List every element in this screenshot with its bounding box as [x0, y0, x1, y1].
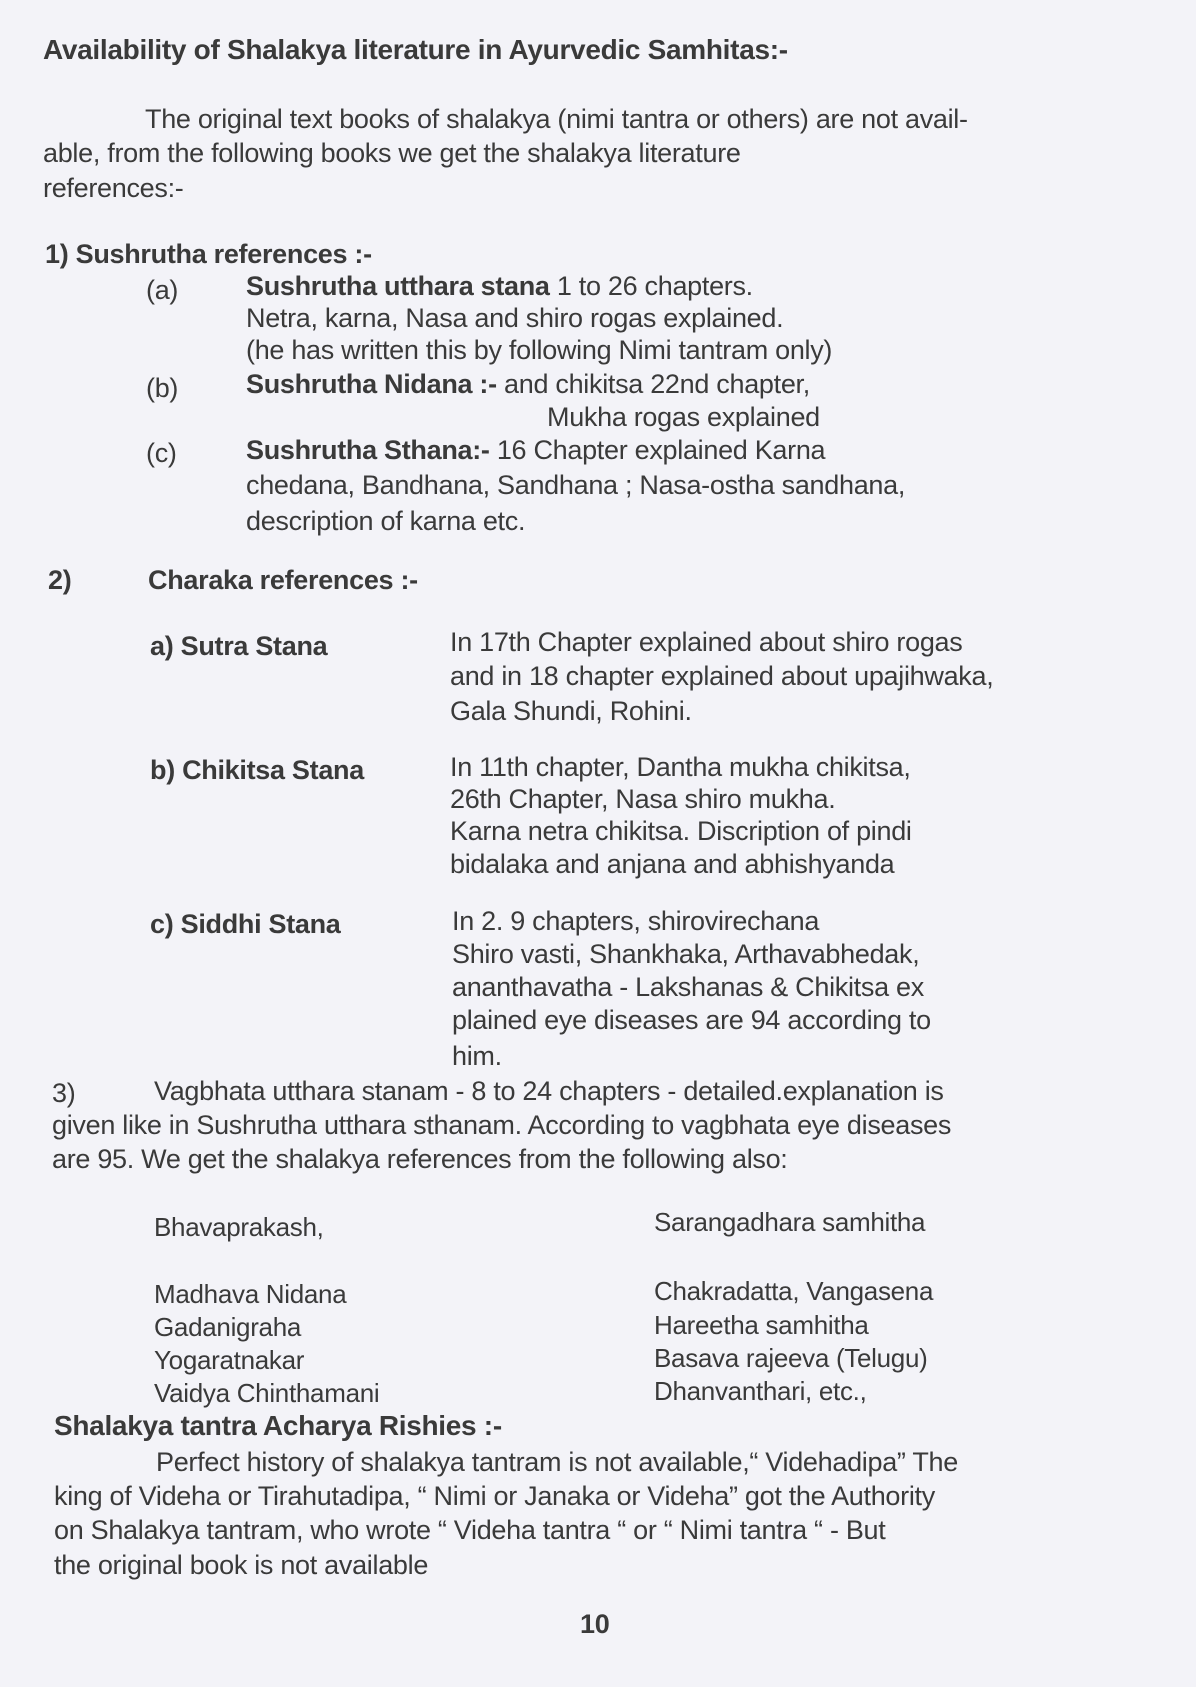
- charaka-chikitsa-line: In 11th chapter, Dantha mukha chikitsa,: [450, 752, 911, 782]
- charaka-siddhi-line: Shiro vasti, Shankhaka, Arthavabhedak,: [452, 939, 920, 969]
- sushrutha-heading: 1) Sushrutha references :-: [45, 239, 372, 269]
- sushrutha-b-text: and chikitsa 22nd chapter,: [496, 369, 810, 399]
- book-right: Sarangadhara samhitha: [654, 1207, 926, 1237]
- intro-line-1: The original text books of shalakya (nimi tantra or others) are not avail-: [145, 104, 968, 134]
- charaka-siddhi-line: plained eye diseases are 94 according to: [452, 1005, 931, 1035]
- book-left: Bhavaprakash,: [154, 1212, 324, 1242]
- sushrutha-c-bold: Sushrutha Sthana:-: [246, 435, 490, 465]
- sushrutha-b-line-1: [246, 368, 810, 400]
- charaka-heading: Charaka references :-: [148, 565, 418, 595]
- charaka-chikitsa-line: bidalaka and anjana and abhishyanda: [450, 849, 895, 879]
- sushrutha-a-label: (a): [146, 275, 179, 305]
- book-right: Dhanvanthari, etc.,: [654, 1376, 867, 1406]
- sushrutha-c-line-2: chedana, Bandhana, Sandhana ; Nasa-ostha sandhana,: [246, 470, 906, 500]
- book-right: Hareetha samhitha: [654, 1310, 869, 1340]
- rishies-line: on Shalakya tantram, who wrote “ Videha tantra “ or “ Nimi tantra “ - But: [54, 1515, 886, 1545]
- rishies-line: the original book is not available: [54, 1550, 429, 1580]
- sushrutha-c-line-3: description of karna etc.: [246, 506, 526, 536]
- sushrutha-a-line-3: (he has written this by following Nimi tantram only): [246, 335, 833, 365]
- book-right: Basava rajeeva (Telugu): [654, 1343, 928, 1373]
- rishies-line: Perfect history of shalakya tantram is not available,“ Videhadipa” The: [156, 1447, 958, 1477]
- charaka-chikitsa-line: 26th Chapter, Nasa shiro mukha.: [450, 784, 836, 814]
- page-number: 10: [580, 1609, 610, 1639]
- book-left: Vaidya Chinthamani: [154, 1378, 380, 1408]
- book-left: Gadanigraha: [154, 1312, 302, 1342]
- section-title: Availability of Shalakya literature in Ayurvedic Samhitas:-: [43, 34, 788, 65]
- book-left: Yogaratnakar: [154, 1345, 305, 1375]
- vagbhata-line-2: given like in Sushrutha utthara sthanam. According to vagbhata eye diseases: [52, 1110, 952, 1140]
- charaka-chikitsa-line: Karna netra chikitsa. Discription of pindi: [450, 816, 912, 846]
- charaka-siddhi-line: In 2. 9 chapters, shirovirechana: [452, 906, 820, 936]
- vagbhata-line-3: are 95. We get the shalakya references from the following also:: [52, 1144, 788, 1174]
- vagbhata-number: 3): [52, 1078, 76, 1108]
- sushrutha-b-line-2: Mukha rogas explained: [547, 402, 820, 432]
- sushrutha-a-text: 1 to 26 chapters.: [549, 271, 753, 301]
- sushrutha-b-label: (b): [146, 373, 179, 403]
- rishies-line: king of Videha or Tirahutadipa, “ Nimi or Janaka or Videha” got the Authority: [54, 1481, 935, 1511]
- book-left: Madhava Nidana: [154, 1279, 347, 1309]
- charaka-siddhi-label: c) Siddhi Stana: [150, 909, 341, 939]
- charaka-siddhi-line: ananthavatha - Lakshanas & Chikitsa ex: [452, 972, 924, 1002]
- sushrutha-c-text: 16 Chapter explained Karna: [489, 435, 826, 465]
- charaka-siddhi-line: him.: [452, 1041, 502, 1071]
- charaka-sutra-line: In 17th Chapter explained about shiro rogas: [450, 627, 963, 657]
- rishies-heading: Shalakya tantra Acharya Rishies :-: [54, 1410, 502, 1441]
- charaka-sutra-line: Gala Shundi, Rohini.: [450, 696, 692, 726]
- intro-line-2: able, from the following books we get the shalakya literature: [43, 138, 741, 168]
- charaka-sutra-label: a) Sutra Stana: [150, 631, 328, 661]
- vagbhata-line-1: Vagbhata utthara stanam - 8 to 24 chapters - detailed.explanation is: [154, 1076, 944, 1106]
- sushrutha-c-label: (c): [146, 438, 177, 468]
- sushrutha-c-line-1: [246, 434, 825, 466]
- charaka-chikitsa-label: b) Chikitsa Stana: [150, 755, 364, 785]
- sushrutha-b-bold: Sushrutha Nidana :-: [246, 369, 497, 399]
- sushrutha-a-bold: Sushrutha utthara stana: [246, 271, 550, 301]
- sushrutha-a-line-2: Netra, karna, Nasa and shiro rogas explained.: [246, 303, 784, 333]
- charaka-sutra-line: and in 18 chapter explained about upajihwaka,: [450, 661, 994, 691]
- sushrutha-a-line-1: [246, 270, 753, 302]
- book-right: Chakradatta, Vangasena: [654, 1276, 934, 1306]
- charaka-number: 2): [48, 565, 72, 595]
- intro-line-3: references:-: [43, 173, 184, 203]
